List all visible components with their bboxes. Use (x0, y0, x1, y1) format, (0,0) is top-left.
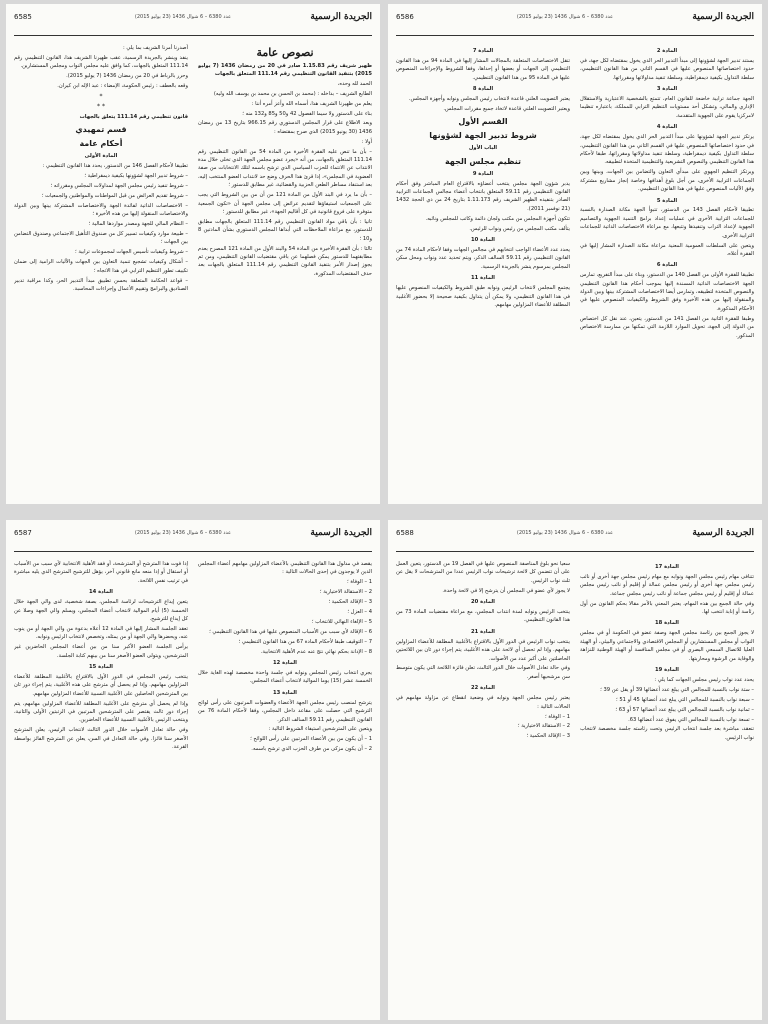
text-column-right (198, 560, 372, 1012)
paragraph: يتعين إيداع الترشيحات لرئاسة المجلس، بصفة شخصية، لدى والي الجهة خلال الخمسة (5) أيام الموالية لانتخاب أعضاء المجلس، ويسلم والي الجهة وصلا عن كل إيداع للترشيح. (14, 599, 188, 622)
paragraph: 3 – الإقالة الحكمية ؛ (328, 599, 372, 606)
article-heading: المادة 14 (89, 589, 113, 596)
article-heading: المادة 18 (655, 620, 679, 627)
issue-line: عدد 6380 – 6 شوال 1436 (23 يوليو 2015) (134, 14, 232, 20)
section-heading: تنظيم مجلس الجهة (444, 156, 522, 166)
article-heading: المادة 9 (472, 170, 494, 177)
journal-page-6588 (388, 520, 762, 1020)
paragraph: تنقل الاختصاصات المتعلقة بالمجالات المشار إليها في المادة 94 من هذا القانون التنظيمي إلى الجهات أو بعضها أو إحداها، وفقا للشروط والإجراءات المنصوص عليها في المادة 95 من هذا القانون التنظيمي. (396, 57, 570, 81)
page-header (396, 10, 754, 36)
paragraph: – شروط تدبير الجهة لشؤونها بكيفية ديمقراطية ؛ (84, 173, 188, 180)
paragraph: يستند تدبير الجهة لشؤونها إلى مبدأ التدبير الحر الذي يخول بمقتضاه لكل جهة، في حدود اختصاصاتها المنصوص عليها في القسم الثاني من هذا القانون التنظيمي، سلطة التداول بكيفية ديمقراطية، وسلطة تنفيذ مداولاتها ومقرراتها. (580, 57, 754, 81)
paragraph: يرأس الجلسة العضو الأكبر سنا من بين أعضاء المجلس الحاضرين غير المترشحين، ويتولى العضو الأصغر سنا من بينهم كتابة الجلسة. (14, 644, 188, 659)
paragraph: – بأن ما تنص عليه الفقرة الأخيرة من المادة 54 من القانون التنظيمي رقم 111.14 المتعلق بالجهات، من أنه «يجرد عضو مجلس الجهة الذي تخلى خلال مدة الانتداب عن الانتماء للحزب السياسي الذي ترشح باسمه لتلك الانتخابات من صفة العضوية في المجلس»، إذا قرئ هذا الحرف وضع حد لانتداب العضو المنتخب إليه، بعد استنفاد مساطر الطعن الحزبية والقضائية، غير مطابق للدستور ؛ (198, 148, 372, 189)
text-column-right (198, 44, 372, 496)
paragraph: 7 – التوقيف طبقا لأحكام المادة 67 من هذا القانون التنظيمي ؛ (238, 638, 372, 645)
article-heading: المادة 19 (655, 666, 679, 673)
text-column-left (396, 44, 570, 496)
article-heading: المادة 2 (656, 48, 678, 54)
paragraph: ينتخب الرئيس ونوابه لمدة انتداب المجلس، مع مراعاة مقتضيات المادة 73 من هذا القانون التنظيمي. (396, 609, 570, 624)
paragraph: – بأن ما يرد في البند الأول من المادة 121 من أن من بين الشروط التي يجب على الجمعيات استيفاؤها لتقديم عرائض إلى مجلس الجهة أن «تكون الجمعية متوفرة على فروع قانونية في كل أقاليم الجهة»، غير مطابق للدستور ؛ (198, 192, 372, 215)
article-heading: المادة 15 (89, 663, 113, 670)
paragraph: الجهة جماعة ترابية خاضعة للقانون العام، تتمتع بالشخصية الاعتبارية والاستقلال الإداري والمالي، وتشكل أحد مستويات التنظيم الترابي للمملكة، باعتباره تنظيما لامركزيا يقوم على الجهوية المتقدمة. (580, 96, 754, 119)
paragraph: – ثمانية نواب بالنسبة للمجالس التي يبلغ عدد أعضائها 57 أو 63 ؛ (615, 706, 754, 713)
section-heading: أحكام عامة (79, 139, 123, 149)
decree-title: قانون تنظيمي رقم 111.14 يتعلق بالجهات (79, 113, 188, 120)
journal-title: الجريدة الرسمية (310, 528, 372, 538)
paragraph: يعتبر التصويت العلني قاعدة لانتخاب رئيس المجلس ونوابه وأجهزة المجلس. (408, 96, 570, 103)
issue-line: عدد 6380 – 6 شوال 1436 (23 يوليو 2015) (134, 530, 232, 536)
paragraph: ويعتبر التصويت العلني قاعدة لاتخاذ جميع مقررات المجلس. (443, 105, 570, 112)
article-heading: المادة 7 (472, 48, 494, 54)
paragraph: – قواعد الحكامة المتعلقة بحسن تطبيق مبدأ التدبير الحر، وكذا مراقبة تدبير الصناديق والبرامج وتقييم الأعمال وإجراءات المحاسبة. (14, 277, 188, 292)
paragraph: تنعقد، مباشرة بعد جلسة انتخاب الرئيس وتحت رئاسته جلسة مخصصة لانتخاب نواب الرئيس. (580, 726, 754, 741)
article-heading: المادة الأولى (84, 153, 118, 160)
paragraph: وفي حالة تعادل الأصوات خلال الدور الثالث لانتخاب الرئيس، يعلن المترشح الأصغر سنا فائزا. وفي حالة التعادل في السن، يعلن عن المترشح الفائز بواسطة القرعة. (14, 727, 188, 751)
paragraph: – شروط تنفيذ رئيس مجلس الجهة لمداولات المجلس ومقرراته ؛ (50, 182, 188, 189)
paragraph: تعقد الجلسة المشار إليها في المادة 12 أعلاه بدعوة من والي الجهة أو من ينوب عنه، ويحضرها والي الجهة أو من يمثله، وتخصص لانتخاب الرئيس ونوابه. (14, 625, 188, 641)
paragraph: 1 – الوفاة ؛ (347, 579, 372, 586)
text-column-left (14, 560, 188, 1012)
paragraph: يقصد في مدلول هذا القانون التنظيمي بالأعضاء المزاولين مهامهم أعضاء المجلس الذين لا يوجدون في إحدى الحالات التالية : (198, 561, 372, 576)
paragraph: ثانيا : بأن باقي مواد القانون التنظيمي رقم 111.14 المتعلق بالجهات مطابق للدستور، مع مراعاة الملاحظات التي أبداها المجلس الدستوري بشأن المادتين 8 و10 ؛ (198, 218, 372, 242)
paragraph: 2 – الاستقالة الاختيارية ؛ (319, 589, 372, 596)
paragraph: وفي حالة الجمع بين هذه المهام، يعتبر المعني بالأمر مقالا بحكم القانون من أول رئاسة أو إنابة انتخب لها. (580, 600, 754, 616)
paragraph: لا يجوز الجمع بين رئاسة مجلس الجهة وصفة عضو في الحكومة أو في مجلس النواب أو مجلس المستشارين أو المجلس الاقتصادي والاجتماعي والبيئي، أو الهيئة العليا للاتصال السمعي البصري أو في مجلس المنافسة أو الهيئة الوطنية للنزاهة والوقاية من الرشوة ومحاربتها. (580, 630, 754, 662)
paragraph: – النظام المالي للجهة ومصدر مواردها المالية ؛ (88, 221, 188, 228)
journal-page-6587 (6, 520, 380, 1020)
paragraph: يترشح لمنصب رئيس مجلس الجهة الأعضاء والعضوات المرتبون على رأس لوائح الترشيح التي حصلت على مقاعد داخل المجلس، وفقا لأحكام المادة 76 من القانون التنظيمي رقم 59.11 السالف الذكر. (198, 699, 372, 723)
article-heading: المادة 8 (472, 86, 494, 93)
paragraph: وفي حالة تعادل الأصوات خلال الدور الثالث، تعلن فائزة اللائحة التي يكون متوسط سن مرشحيها أصغر. (396, 665, 570, 680)
paragraph: بناء على الدستور ولا سيما الفصول 42 و50 و85 و132 منه ؛ (242, 110, 372, 117)
page-header (14, 10, 372, 36)
paragraph: وحرر بالرباط في 20 من رمضان 1436 (7 يوليو 2015). (66, 73, 188, 80)
paragraph: 1 – الوفاة ؛ (545, 713, 570, 720)
article-heading: المادة 11 (471, 275, 495, 282)
paragraph: الطابع الشريف – بداخله : (محمد بن الحسن بن محمد بن يوسف الله وليه) (213, 90, 372, 97)
text-column-right (580, 560, 754, 1012)
paragraph: – سبعة نواب بالنسبة للمجالس التي يبلغ عدد أعضائها 45 أو 51 ؛ (616, 696, 754, 703)
paragraph: – طبيعة موارد وكيفيات تسيير كل من صندوق التأهيل الاجتماعي وصندوق التضامن بين الجهات ؛ (14, 231, 188, 246)
paragraph: يرتكز تدبير الجهة لشؤونها على مبدأ التدبير الحر الذي يخول بمقتضاه لكل جهة، في حدود اختصاصاتها المنصوص عليها في القسم الثاني من هذا القانون التنظيمي، سلطة التداول بكيفية ديمقراطية، وسلطة تنفيذ مداولاتها ومقرراتها، طبقا لأحكام هذا القانون التنظيمي والنصوص التشريعية والتنظيمية المتخذة لتطبيقه. (580, 134, 754, 166)
paragraph: وإذا لم يحصل أي مترشح على الأغلبية المطلقة للأعضاء المزاولين مهامهم، يتم إجراء دور ثالث يقتصر على المترشحين المرتبين في الرتبتين الأولى والثانية، وينتخب الرئيس بالأغلبية النسبية للأعضاء الحاضرين. (14, 700, 188, 724)
paragraph: 6 – الإقالة لأي سبب من الأسباب المنصوص عليها في هذا القانون التنظيمي ؛ (209, 628, 372, 635)
paragraph: تطبيقا لأحكام الفصل 143 من الدستور، تتبوأ الجهة مكانة الصدارة بالنسبة للجماعات الترابية الأخرى في عمليات إعداد برامج التنمية الجهوية والتصاميم الجهوية لإعداد التراب وتنفيذها وتتبعها، مع مراعاة الاختصاصات الذاتية للجماعات الترابية الأخرى. (580, 207, 754, 239)
issue-line: عدد 6380 – 6 شوال 1436 (23 يوليو 2015) (516, 14, 614, 20)
journal-title: الجريدة الرسمية (692, 528, 754, 538)
page-number: 6588 (396, 529, 414, 537)
main-heading: نصوص عامة (256, 46, 314, 59)
text-column-left (14, 44, 188, 496)
paragraph: ويتعين على السلطات العمومية المعنية مراعاة مكانة الصدارة المشار إليها في الفقرة أعلاه. (580, 242, 754, 257)
paragraph: يجتمع المجلس لانتخاب الرئيس ونوابه طبق الشروط والكيفيات المنصوص عليها في هذا القانون التنظيمي، ولا يمكن أن يتداول بكيفية صحيحة إلا بحضور الأغلبية المطلقة للأعضاء المزاولين مهامهم. (396, 285, 570, 308)
paragraph: 3 – الإقالة الحكمية ؛ (526, 733, 570, 740)
article-heading: المادة 21 (471, 628, 495, 635)
paragraph: يجري انتخاب رئيس المجلس ونوابه في جلسة واحدة مخصصة لهذه الغاية خلال الخمسة عشر (15) يوما الموالية لانتخاب أعضاء المجلس. (198, 669, 372, 685)
paragraph: تطبيقا لأحكام الفصل 146 من الدستور، يحدد هذا القانون التنظيمي : (42, 163, 188, 170)
paragraph: أصدرنا أمرنا الشريف بما يلي : (122, 45, 188, 51)
paragraph: 5 – الإلغاء النهائي للانتخاب ؛ (311, 618, 372, 625)
decree-title: ظهير شريف رقم 1.15.83 صادر في 20 من رمضان 1436 (7 يوليو 2015) بتنفيذ القانون التنظيمي رقم 111.14 المتعلق بالجهات (198, 62, 372, 77)
article-heading: المادة 17 (655, 564, 679, 570)
journal-page-6585 (6, 4, 380, 504)
paragraph: لا يجوز لأي عضو في المجلس أن يترشح إلا في لائحة واحدة. (442, 587, 570, 594)
paragraph: تتكون أجهزة المجلس من مكتب ولجان دائمة وكاتب للمجلس ونائبه. (425, 215, 570, 222)
paragraph: يعلم من ظهيرنا الشريف هذا، أسماه الله وأعز أمره أننا : (251, 100, 372, 107)
paragraph: سعيا نحو بلوغ المناصفة المنصوص عليها في الفصل 19 من الدستور، يتعين العمل على أن تتضمن كل لائحة ترشيحات نواب الرئيس عددا من المترشحات لا يقل عن ثلث نواب الرئيس. (396, 561, 570, 584)
paragraph: 8 – الإدانة بحكم نهائي نتج عنه عدم الأهلية الانتخابية. (260, 648, 372, 655)
article-heading: المادة 20 (471, 599, 495, 606)
paragraph: ويتعين على المترشحين استيفاء الشروط التالية : (268, 726, 372, 733)
paragraph: وبعد الاطلاع على قرار المجلس الدستوري رقم 966.15 بتاريخ 13 من رمضان 1436 (30 يونيو 2015) الذي صرح بمقتضاه : (198, 120, 372, 135)
paragraph: أولا : (361, 138, 372, 145)
text-column-right (580, 44, 754, 496)
text-column-left (396, 560, 570, 1012)
paragraph: 4 – العزل ؛ (347, 609, 372, 616)
paragraph: – أشكال وكيفيات تشجيع تنمية التعاون بين الجهات والآليات الرامية إلى ضمان تكييف تطور التنظيم الترابي في هذا الاتجاه ؛ (14, 259, 188, 274)
page-number: 6586 (396, 13, 414, 21)
article-heading: المادة 10 (471, 237, 495, 244)
paragraph: ينفذ وينشر بالجريدة الرسمية، عقب ظهيرنا الشريف هذا، القانون التنظيمي رقم 111.14 المتعلق بالجهات، كما وافق عليه مجلس النواب ومجلس المستشارين. (14, 54, 188, 70)
paragraph: يحدد عدد الأعضاء الواجب انتخابهم في مجالس الجهات وفقا لأحكام المادة 74 من القانون التنظيمي رقم 59.11 السالف الذكر، ويتم تحديد عدد ونواب ومحل سكن المجلس بمرسوم ينشر بالجريدة الرسمية. (396, 247, 570, 270)
article-heading: المادة 12 (273, 660, 297, 667)
paragraph: – شروط وكيفيات تأسيس الجهات لمجموعات ترابية ؛ (75, 249, 188, 256)
paragraph: ينتخب نواب الرئيس في الدور الأول بالاقتراع بالأغلبية المطلقة للأعضاء المزاولين مهامهم. وإذا لم تحصل أي لائحة على هذه الأغلبية، يتم إجراء دور ثان بين اللائحتين الحاصلتين على أكبر عدد من الأصوات. (396, 638, 570, 662)
journal-page-6586 (388, 4, 762, 504)
paragraph: ثالثا : بأن الفقرة الأخيرة من المادة 54 والبند الأول من المادة 121 المصرح بعدم مطابقتهما للدستور يمكن فصلهما عن باقي مقتضيات القانون التنظيمي، ومن ثم يجوز إصدار الأمر بتنفيذ القانون التنظيمي رقم 111.14 المتعلق بالجهات بعد حذف المقتضيات المذكورة، (198, 245, 372, 277)
section-heading: القسم الأول (458, 117, 508, 127)
paragraph: – الاختصاصات الذاتية لفائدة الجهة والاختصاصات المشتركة بينها وبين الدولة والاختصاصات المنقولة إليها من هذه الأخيرة ؛ (14, 202, 188, 218)
article-heading: المادة 6 (656, 262, 678, 269)
article-heading: الباب الأول (468, 145, 498, 152)
paragraph: يتألف مكتب المجلس من رئيس ونواب للرئيس. (469, 225, 570, 232)
paragraph: تتنافى مهام رئيس مجلس الجهة ونوابه مع مهام رئيس مجلس جهة أخرى أو نائب رئيس مجلس جهة أخرى أو رئيس مجلس عمالة أو إقليم أو نائب رئيس مجلس عمالة أو إقليم أو رئيس مجلس جماعة أو نائب رئيس مجلس جماعة. (580, 573, 754, 597)
paragraph: وطبقا للفقرة الثانية من الفصل 141 من الدستور، يتعين، عند نقل كل اختصاص من الدولة إلى الجهة، تحويل الموارد اللازمة التي تمكنها من ممارسة الاختصاص المذكور. (580, 315, 754, 339)
journal-title: الجريدة الرسمية (310, 12, 372, 22)
paragraph: 1 – أن يكون من بين الأعضاء المرتبين على رأس اللوائح ؛ (250, 736, 372, 743)
journal-title: الجريدة الرسمية (692, 12, 754, 22)
paragraph: يحدد عدد نواب رئيس مجلس الجهات كما يلي : (654, 676, 754, 683)
separator-stars: * * (97, 102, 105, 110)
paragraph: 2 – الاستقالة الاختيارية ؛ (517, 723, 570, 730)
page-header (396, 526, 754, 552)
paragraph: تطبيقا للفقرة الأولى من الفصل 140 من الدستور، وبناء على مبدأ التفريع، تمارس الجهة الاختصاصات الذاتية المسندة إليها بموجب أحكام هذا القانون التنظيمي والنصوص المتخذة لتطبيقه، وتمارس أيضا الاختصاصات المشتركة بينها وبين الدولة والمنقولة إليها من هذه الأخيرة وفق الشروط والكيفيات المنصوص عليها في الأحكام المذكورة. (580, 272, 754, 312)
article-heading: المادة 5 (656, 197, 678, 204)
page-number: 6585 (14, 13, 32, 21)
paragraph: وقعه بالعطف : رئيس الحكومة، الإمضاء : عبد الإله ابن كيران. (57, 83, 188, 90)
paragraph: يعتبر رئيس مجلس الجهة ونوابه في وضعية انقطاع عن مزاولة مهامهم في الحالات التالية : (396, 695, 570, 710)
paragraph: – تسعة نواب بالنسبة للمجالس التي يفوق عدد أعضائها 63. (628, 716, 754, 723)
paragraph: 2 – أن يكون مزكى من طرف الحزب الذي ترشح باسمه. (251, 746, 372, 753)
issue-line: عدد 6380 – 6 شوال 1436 (23 يوليو 2015) (516, 530, 614, 536)
paragraph: ينتخب رئيس المجلس في الدور الأول بالاقتراع بالأغلبية المطلقة للأعضاء المزاولين مهامهم. وإذا لم يحصل أي مترشح على هذه الأغلبية، يتم إجراء دور ثان بين المترشحين الحاصلين على الأغلبية النسبية للأعضاء المزاولين مهامهم. (14, 673, 188, 697)
paragraph: ويرتكز التنظيم الجهوي على مبدأي التعاون والتضامن بين الجهات، وبينها وبين الجماعات الترابية الأخرى، من أجل بلوغ أهدافها وخاصة إنجاز مشاريع مشتركة وفق الآليات المنصوص عليها في هذا القانون التنظيمي. (580, 169, 754, 193)
paragraph: الحمد لله وحده، (337, 80, 372, 87)
article-heading: المادة 3 (656, 86, 678, 93)
separator-stars: * (99, 92, 103, 100)
article-heading: المادة 13 (273, 689, 297, 696)
section-heading: قسم تمهيدي (75, 125, 127, 135)
section-heading: شروط تدبير الجهة لشؤونها (429, 131, 537, 141)
paragraph: – شروط تقديم العرائض من قبل المواطنات والمواطنين والجمعيات ؛ (41, 192, 188, 199)
paragraph: يدبر شؤون الجهة مجلس ينتخب أعضاؤه بالاقتراع العام المباشر وفق أحكام القانون التنظيمي رقم 59.11 المتعلق بانتخاب أعضاء مجالس الجماعات الترابية الصادر بتنفيذه الظهير الشريف رقم 1.11.173 بتاريخ 24 من ذي الحجة 1432 (21 نوفمبر 2011). (396, 180, 570, 212)
paragraph: – ستة نواب بالنسبة للمجالس التي يبلغ عدد أعضائها 39 أو يقل عن 39 ؛ (600, 686, 754, 693)
page-header (14, 526, 372, 552)
page-number: 6587 (14, 529, 32, 537)
article-heading: المادة 4 (656, 124, 678, 131)
paragraph: إذا فوت هذا المترشح أو المترشحة، أو فقد الأهلية الانتخابية لأي سبب من الأسباب أو استقال أو إذا منعه مانع قانوني آخر، يؤهل للترشيح المترشح الذي يليه مباشرة في ترتيب نفس اللائحة. (14, 561, 188, 584)
article-heading: المادة 22 (471, 685, 495, 692)
